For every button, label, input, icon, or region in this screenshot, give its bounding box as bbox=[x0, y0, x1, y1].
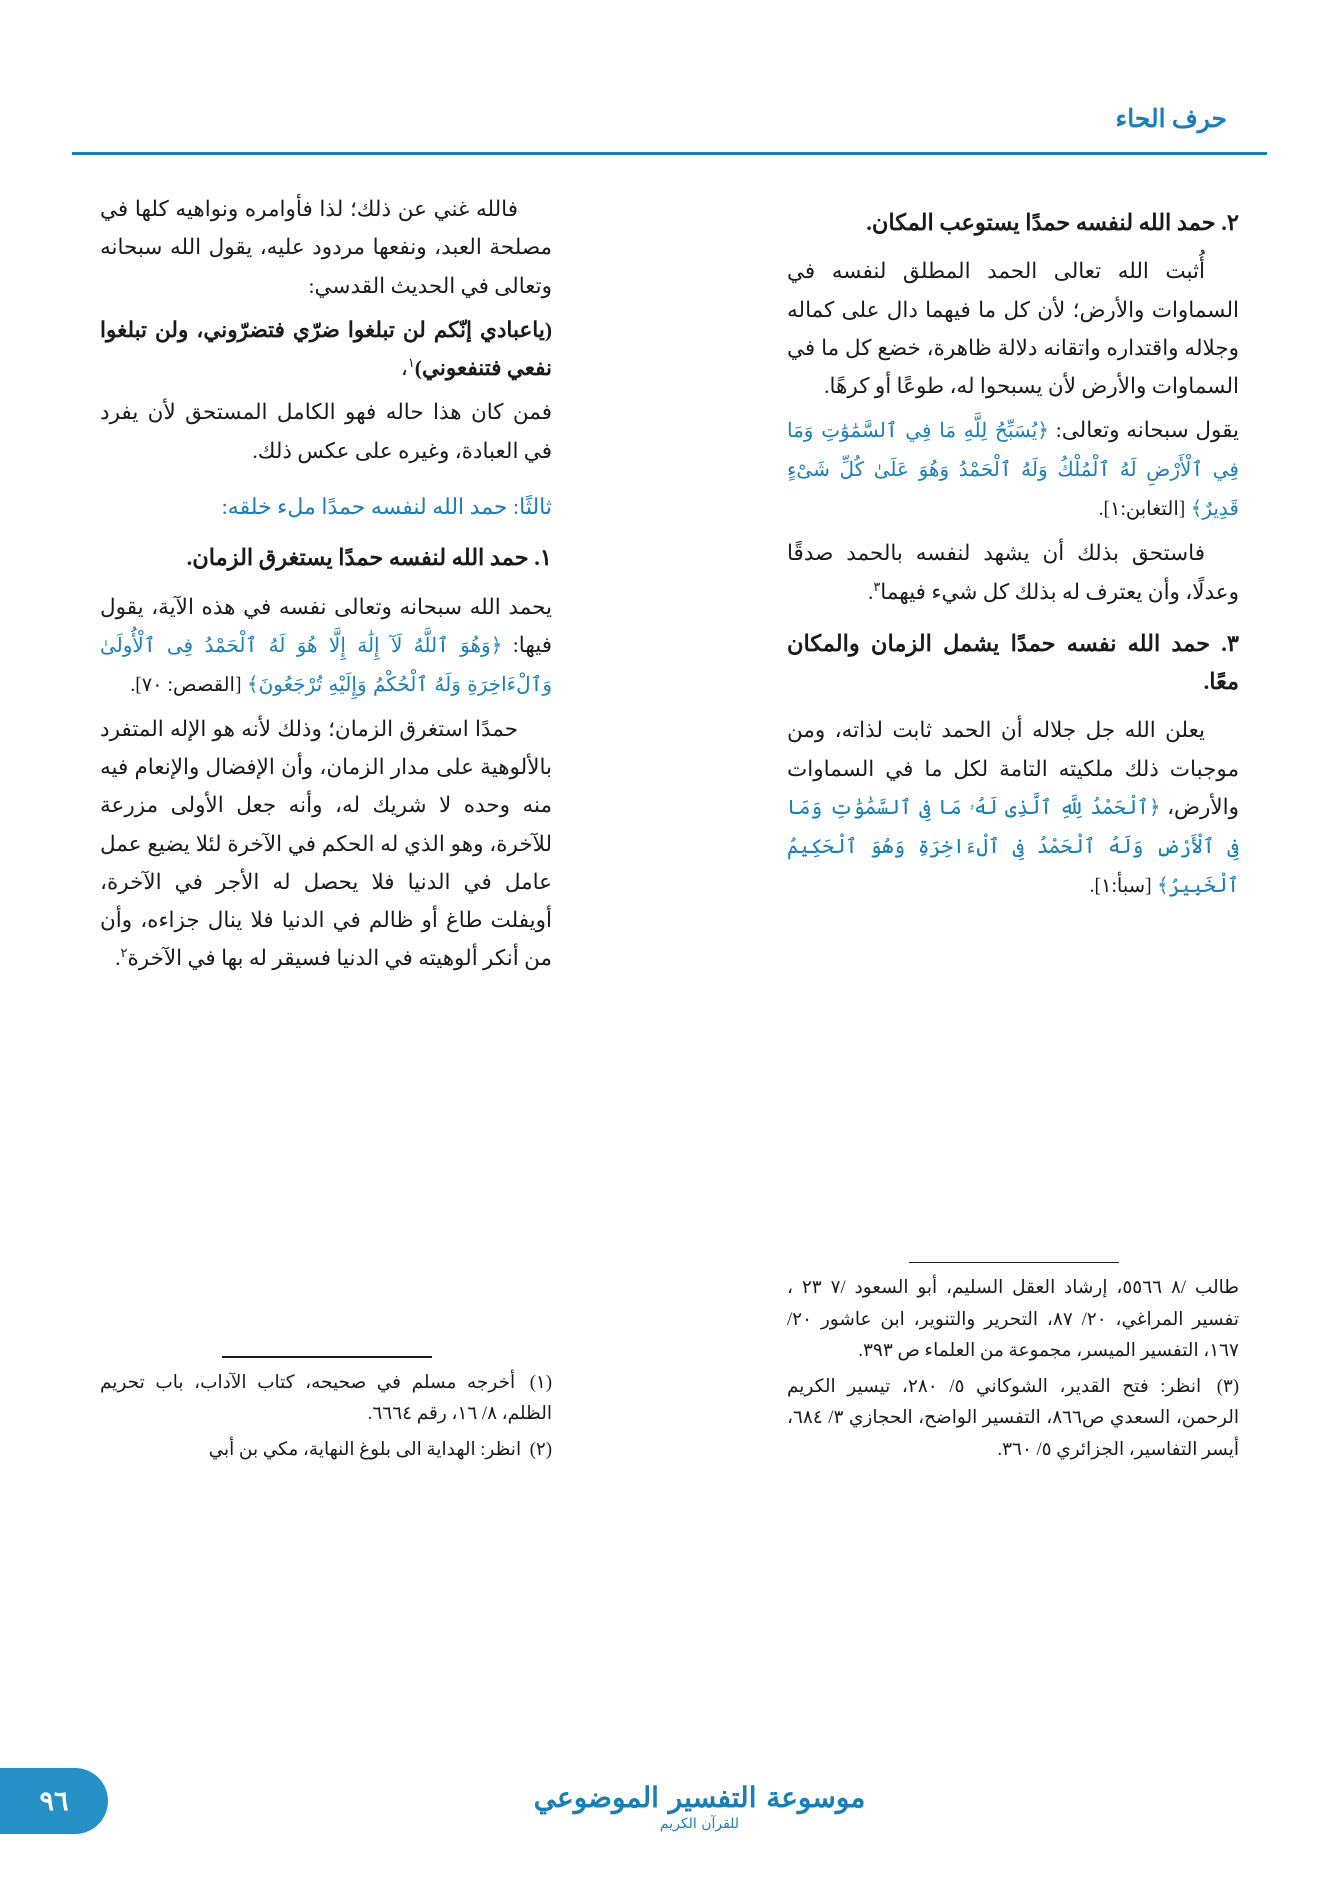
heading-1: ١. حمد الله لنفسه حمدًا يستغرق الزمان. bbox=[186, 545, 552, 571]
ayah-lead-text: يحمد الله سبحانه وتعالى نفسه في هذه الآية، يقول فيها: bbox=[100, 594, 552, 657]
paragraph: حمدًا استغرق الزمان؛ وذلك لأنه هو الإله المتفرد بالألوهية على مدار الزمان، وأن الإفضال والإنعام فيه منه وحده لا شريك له، وأنه جعل الأولى مزرعة للآخرة، وهو الذي له الحكم في الآخرة لئلا يضيع عمل عامل في الدنيا فلا يحصل له الأجر في الآخرة، أويفلت طاغ أو ظالم في الدنيا فلا ينال جزاءه، وأن من أنكر ألوهيته في الدنيا فسيقر له بها في الآخرة$^٢$. bbox=[100, 716, 552, 971]
hadith-text: (ياعبادي إنّكم لن تبلغوا ضرّي فتضرّوني، ولن تبلغوا نفعي فتنفعوني) bbox=[100, 317, 552, 381]
heading-2: ٢. حمد الله لنفسه حمدًا يستوعب المكان. bbox=[866, 210, 1239, 235]
footnote-marker[interactable]: ٢ bbox=[120, 945, 128, 961]
footnote-item bbox=[787, 1273, 1239, 1367]
publisher-logo bbox=[534, 1781, 866, 1832]
footnote-item bbox=[787, 1372, 1239, 1466]
footnote-number: (٢) bbox=[529, 1439, 552, 1460]
heading-3: ٣. حمد الله نفسه حمدًا يشمل الزمان والمكان معًا. bbox=[787, 630, 1239, 695]
quran-verse: ﴿وَهُوَ ٱللَّهُ لَآ إِلَٰهَ إِلَّا هُوَ لَهُ ٱلْحَمْدُ فِى ٱلْأُولَىٰ وَٱلْءَاخِرَةِ وَلَهُ ٱلْحُكْمُ وَإِلَيْهِ تُرْجَعُونَ﴾ bbox=[100, 632, 552, 696]
page-number-tab bbox=[0, 1768, 108, 1834]
hadith-tail: ، bbox=[400, 356, 408, 381]
footnote-number: (٣) bbox=[1216, 1376, 1240, 1397]
footnote-text: انظر: الهداية الى بلوغ النهاية، مكي بن أبي bbox=[208, 1439, 522, 1460]
paragraph: فالله غني عن ذلك؛ لذا فأوامره ونواهيه كلها في مصلحة العبد، ونفعها مردود عليه، يقول الله سبحانه وتعالى في الحديث القدسي: bbox=[100, 197, 552, 298]
footnote-marker[interactable]: ١ bbox=[407, 354, 415, 370]
header-divider bbox=[72, 152, 1267, 155]
paragraph: فاستحق بذلك أن يشهد لنفسه بالحمد صدقًا وعدلًا، وأن يعترف له بذلك كل شيء فيهما$^٣$. bbox=[787, 541, 1239, 604]
section-heading-blue: ثالثًا: حمد الله لنفسه حمدًا ملء خلقه: bbox=[221, 493, 552, 519]
paragraph-with-ayah bbox=[100, 588, 552, 704]
paragraph-text: فاستحق بذلك أن يشهد لنفسه بالحمد صدقًا وعدلًا، وأن يعترف له بذلك كل شيء فيهما bbox=[787, 541, 1239, 604]
ayah-lead-text: يعلن الله جل جلاله أن الحمد ثابت لذاته، ومن موجبات ذلك ملكيته التامة لكل ما في السماوات والأرض، bbox=[787, 718, 1239, 819]
footnote-text: أخرجه مسلم في صحيحه، كتاب الآداب، باب تحريم الظلم، ٨/ ١٦، رقم ٦٦٦٤. bbox=[100, 1372, 552, 1425]
paragraph: أُثبت الله تعالى الحمد المطلق لنفسه في السماوات والأرض؛ لأن كل ما فيهما دال على كماله وجلاله واقتداره واتقانه دلالة ظاهرة، خضع كل ما في السماوات والأرض لأن يسبحوا له، طوعًا أو كرهًا. bbox=[787, 259, 1239, 399]
footnote-divider bbox=[909, 1262, 1119, 1264]
footnote-marker[interactable]: ٣ bbox=[873, 578, 881, 594]
footnote-divider bbox=[222, 1356, 432, 1358]
paragraph-with-ayah bbox=[787, 411, 1239, 528]
paragraph-with-ayah bbox=[787, 711, 1239, 905]
quran-verse: ﴿ٱلْحَمْدُ لِلَّهِ ٱلَّذِى لَهُۥ مَا فِى ٱلسَّمَٰوَٰتِ وَمَا فِى ٱلْأَرْضِ وَلَهُ ٱلْحَمْدُ فِى ٱلْءَاخِرَةِ وَهُوَ ٱلْحَكِيمُ ٱلْخَبِيرُ﴾ bbox=[787, 794, 1239, 897]
column-left bbox=[100, 190, 552, 984]
footnote-text: انظر: فتح القدير، الشوكاني ٥/ ٢٨٠، تيسير الكريم الرحمن، السعدي ص٨٦٦، التفسير الواضح، الحجازي ٣/ ٦٨٤، أيسر التفاسير، الجزائري ٥/ ٣٦٠. bbox=[787, 1376, 1240, 1460]
ayah-lead-text: يقول سبحانه وتعالى: bbox=[1055, 418, 1240, 443]
logo-main-text: موسوعة التفسير الموضوعي bbox=[533, 1781, 866, 1814]
footnote-text: طالب /٨ ٥٥٦٦، إرشاد العقل السليم، أبو السعود /٧ ٢٣ ، تفسير المراغي، ٢٠/ ٨٧، التحرير والتنوير، ابن عاشور ٢٠/ ١٦٧، التفسير الميسر، مجموعة من العلماء ص ٣٩٣. bbox=[787, 1278, 1240, 1362]
paragraph: فمن كان هذا حاله فهو الكامل المستحق لأن يفرد في العبادة، وغيره على عكس ذلك. bbox=[100, 400, 552, 463]
paragraph-text: حمدًا استغرق الزمان؛ وذلك لأنه هو الإله المتفرد بالألوهية على مدار الزمان، وأن الإفضال والإنعام فيه منه وحده لا شريك له، وأنه جعل الأولى مزرعة للآخرة، وهو الذي له الحكم في الآخرة لئلا يضيع عمل عامل في الدنيا فلا يحصل له الأجر في الآخرة، أويفلت طاغ أو ظالم في الدنيا فلا ينال جزاءه، وأن من أنكر ألوهيته في الدنيا فسيقر له بها في الآخرة bbox=[100, 716, 552, 971]
hadith-quote bbox=[100, 311, 552, 388]
verse-reference: [التغابن:١]. bbox=[1098, 499, 1186, 521]
page-number: ٩٦ bbox=[39, 1785, 69, 1816]
verse-reference: [القصص: ٧٠]. bbox=[130, 674, 242, 696]
page-header bbox=[72, 104, 1267, 164]
column-right bbox=[787, 190, 1239, 911]
chapter-title: حرف الحاء bbox=[1115, 106, 1227, 133]
footnotes-left bbox=[100, 1356, 552, 1470]
footnote-number: (١) bbox=[529, 1372, 552, 1393]
logo-sub-text: للقرآن الكريم bbox=[659, 1816, 740, 1832]
footnote-item bbox=[100, 1368, 552, 1431]
verse-reference: [سبأ:١]. bbox=[1089, 875, 1152, 897]
footnotes-right bbox=[787, 1262, 1239, 1470]
footnote-item bbox=[100, 1435, 552, 1466]
quran-verse: ﴿يُسَبِّحُ لِلَّهِ مَا فِي ٱلسَّمَٰوَٰتِ وَمَا فِي ٱلْأَرْضِ لَهُ ٱلْمُلْكُ وَلَهُ ٱلْحَمْدُ وَهُوَ عَلَىٰ كُلِّ شَىْءٍ قَدِيرٌ﴾ bbox=[787, 418, 1239, 521]
